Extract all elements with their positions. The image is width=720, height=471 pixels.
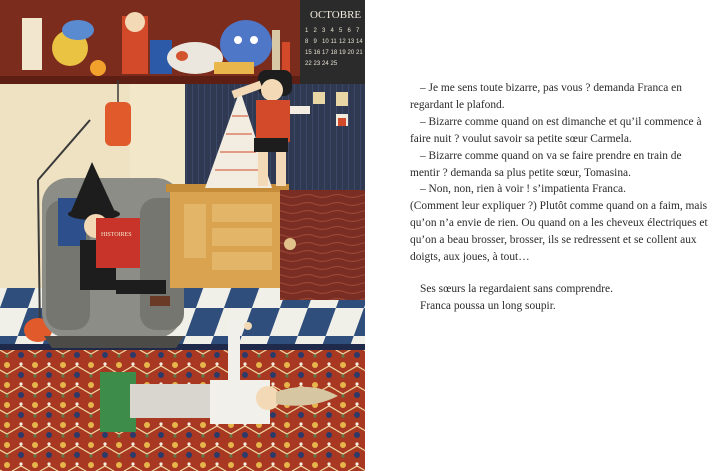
calendar-day: 24 — [322, 61, 329, 67]
calendar-day: 4 — [330, 28, 334, 34]
storybook-title: HISTOIRES — [101, 232, 132, 238]
calendar-day: 7 — [356, 28, 360, 34]
wooden-cabinet — [166, 184, 289, 288]
calendar-day: 15 — [305, 50, 312, 56]
story-paragraph: (Comment leur expliquer ?) Plutôt comme quand on a faim, mais qu’on n’a envie de rien. Ou quand on a les cheveux électriques et qu’on a beau brosser, brosser, ils se redressent et se collent aux doigts, aux joues, à tout… — [410, 200, 708, 264]
calendar-day: 16 — [313, 50, 321, 56]
calendar-day: 17 — [322, 50, 329, 56]
calendar-day: 9 — [313, 39, 317, 45]
wall-frame — [336, 92, 348, 106]
calendar-day: 5 — [339, 28, 343, 34]
calendar-day: 11 — [330, 39, 337, 45]
calendar-day: 1 — [305, 28, 309, 34]
story-paragraph: Franca poussa un long soupir. — [420, 299, 556, 312]
calendar-day: 10 — [322, 39, 329, 45]
calendar-day: 23 — [313, 61, 321, 67]
story-paragraph: – Bizarre comme quand on est dimanche et qu’il commence à faire nuit ? voulut savoir sa petite sœur Carmela. — [410, 115, 702, 145]
story-paragraph: – Bizarre comme quand on va se faire prendre en train de mentir ? demanda sa plus petite sœur, Tomasina. — [410, 149, 682, 179]
calendar-day: 2 — [313, 28, 317, 34]
story-paragraph: Ses sœurs la regardaient sans comprendre. — [420, 282, 613, 295]
calendar-day: 18 — [330, 50, 338, 56]
calendar-day: 8 — [305, 39, 309, 45]
calendar-day: 3 — [322, 28, 326, 34]
calendar-day: 6 — [347, 28, 351, 34]
storybook — [96, 218, 140, 268]
calendar-day: 25 — [330, 61, 338, 67]
calendar-day: 20 — [347, 50, 355, 56]
calendar-day: 22 — [305, 61, 312, 67]
calendar-day: 19 — [339, 50, 346, 56]
calendar-day: 21 — [356, 50, 363, 56]
calendar-day: 12 — [339, 39, 346, 45]
story-paragraph: – Je me sens toute bizarre, pas vous ? demanda Franca en regardant le plafond. — [410, 82, 682, 111]
calendar-month: OCTOBRE — [310, 9, 362, 21]
story-paragraph: – Non, non, rien à voir ! s’impatienta Franca. — [420, 183, 626, 196]
story-text-page — [410, 80, 710, 315]
wall-frame — [313, 92, 325, 104]
calendar-day: 13 — [347, 39, 355, 45]
calendar-day: 14 — [356, 39, 363, 45]
